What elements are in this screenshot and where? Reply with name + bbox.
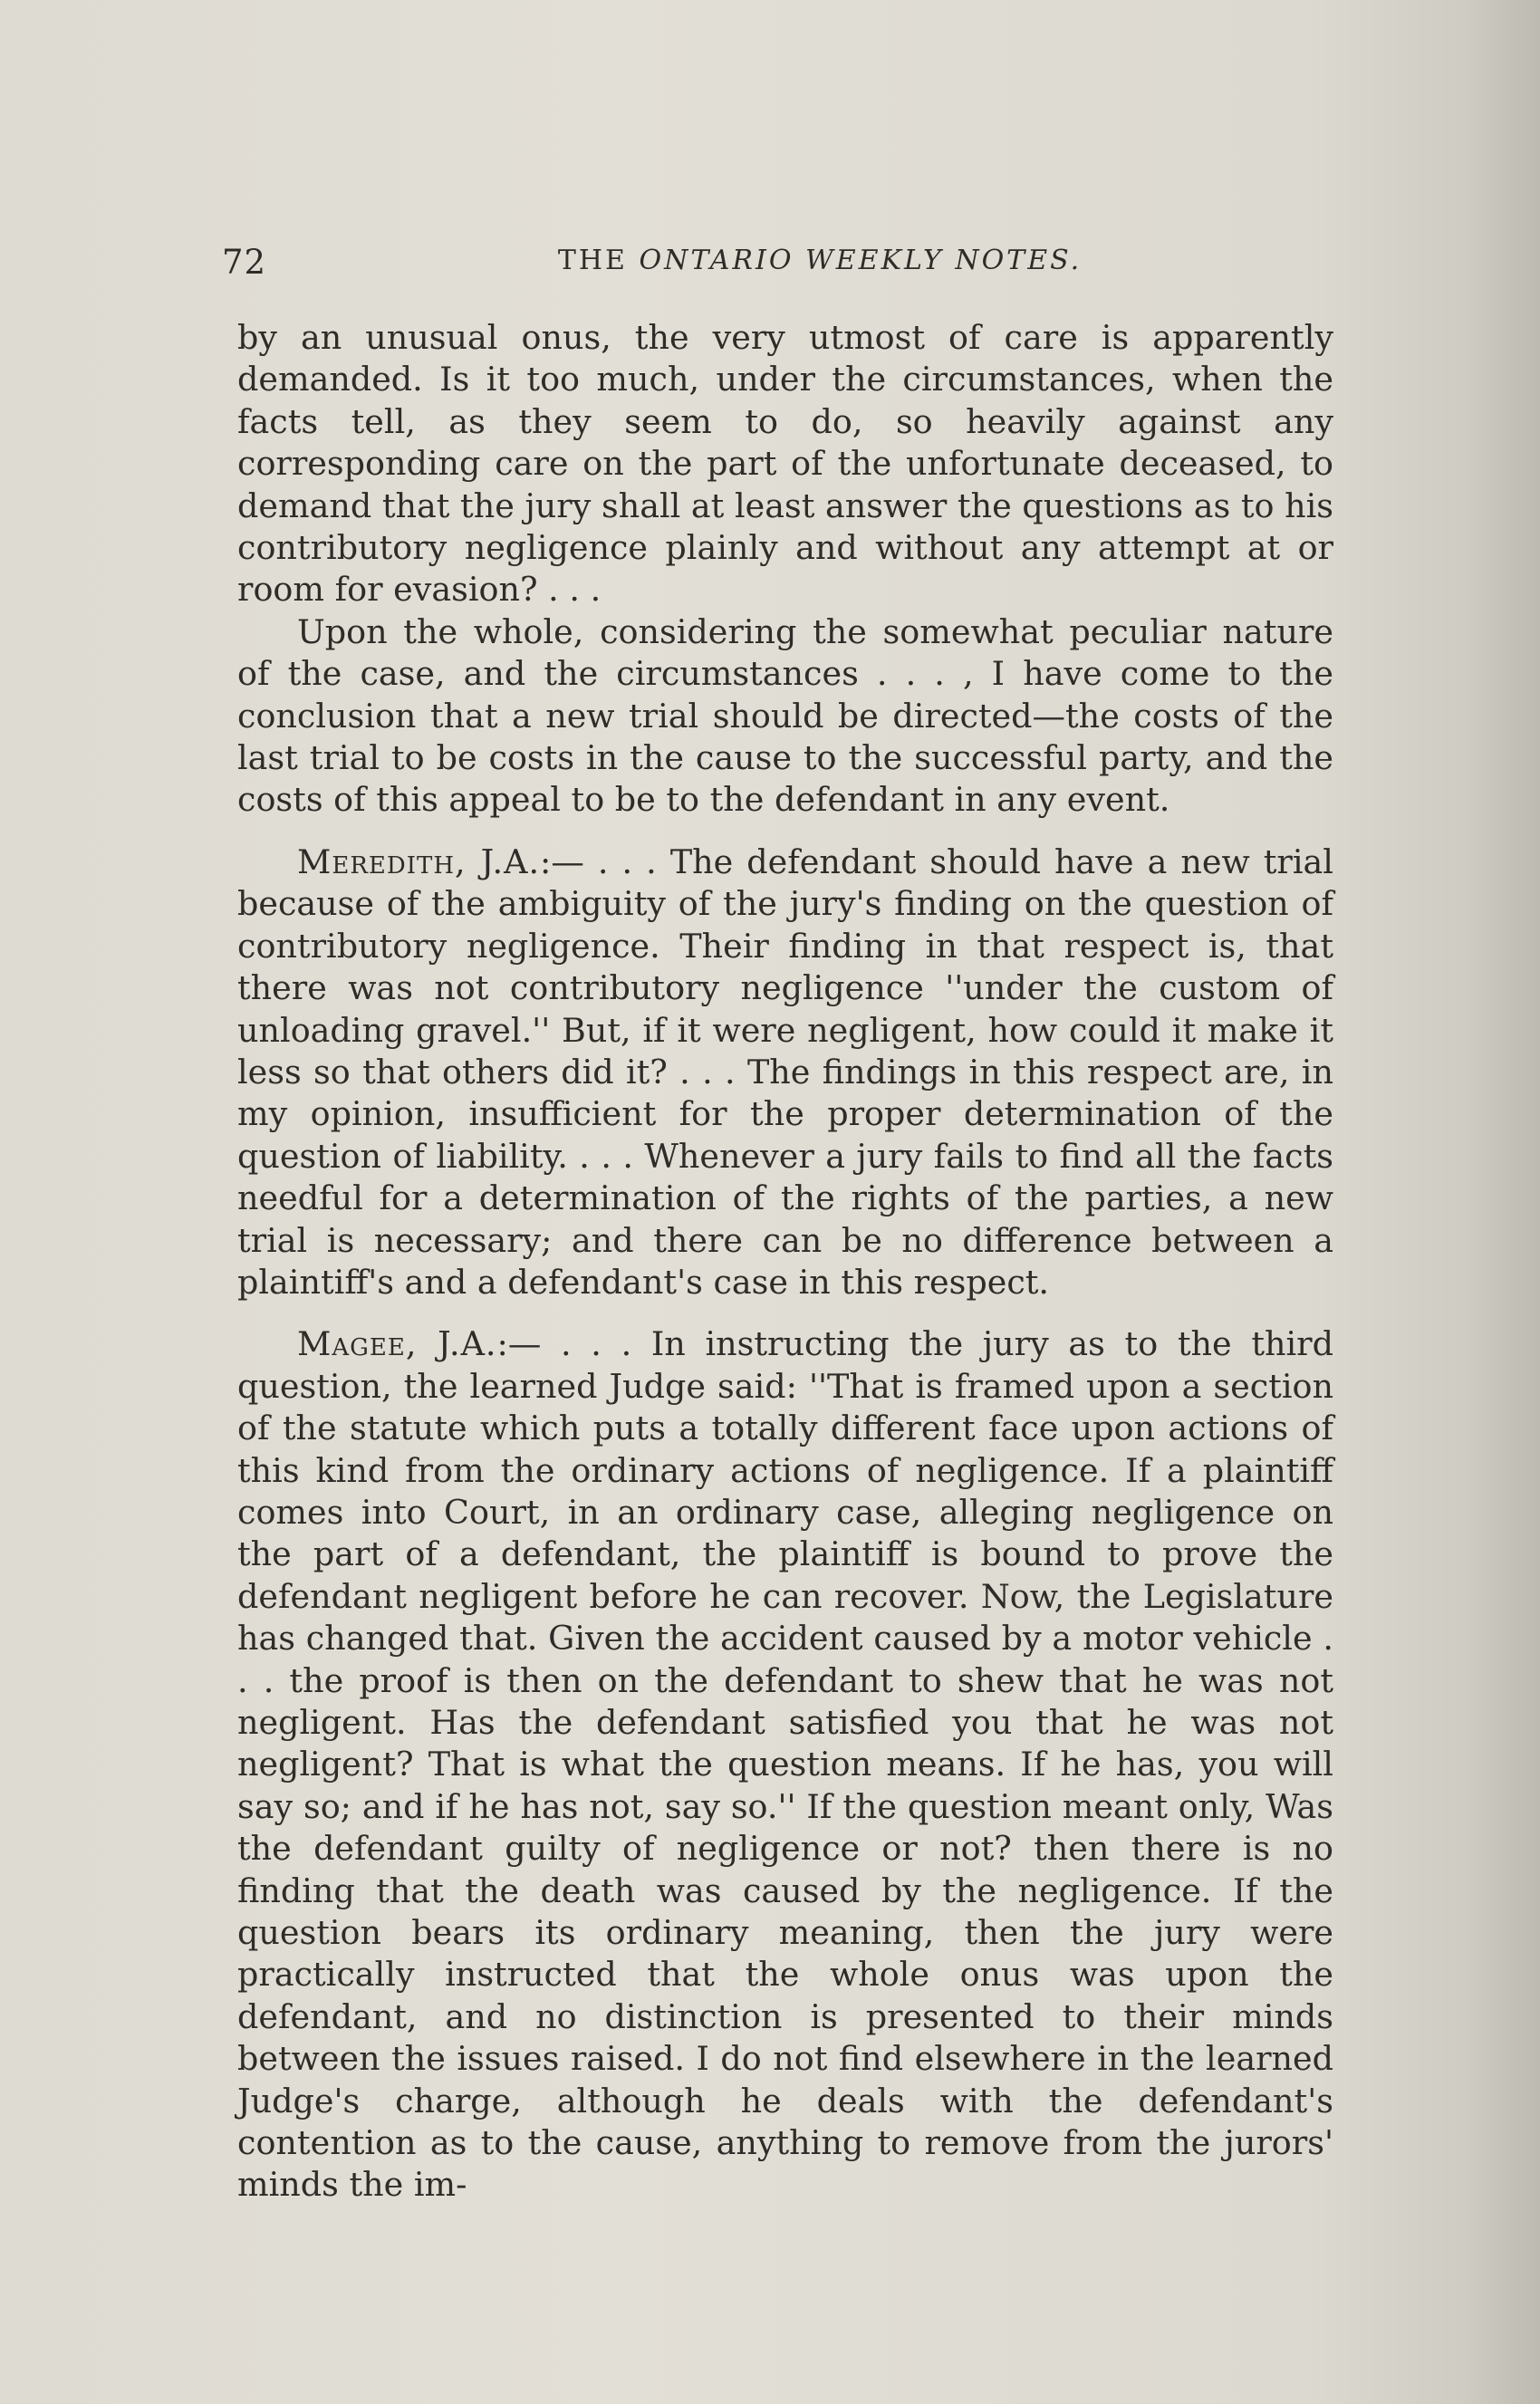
journal-title-prefix: THE [557, 245, 628, 276]
page-number: 72 [222, 243, 267, 282]
paragraph-continuation: by an unusual onus, the very utmost of care is apparently demanded. Is it too much, under the circumstances, when the facts tell, as they seem to do, so heavily against any corresponding care on the part of the unfortunate deceased, to demand that the jury shall at least answer the questions as to his contributory negligence plainly and without any attempt at or room for evasion? . . . [237, 318, 1333, 610]
journal-title-italic: ONTARIO WEEKLY NOTES. [639, 245, 1083, 276]
running-head [222, 237, 1336, 292]
paragraph-meredith [237, 841, 1333, 1303]
speaker-magee: Magee, J.A. [297, 1324, 497, 1364]
paragraph-meredith-text: :— . . . The defendant should have a new trial because of the ambiguity of the jury's finding on the question of contributory negligence. Their finding in that respect is, that there was not contributory negligence ''under the custom of unloading gravel.'' But, if it were negligent, how could it make it less so that others did it? . . . The findings in this respect are, in my opinion, insufficient for the proper determination of the question of liability. . . . Whenever a jury fails to find all the facts needful for a determination of the rights of the parties, a new trial is necessary; and there can be no difference between a plaintiff's and a defendant's case in this respect. [237, 841, 1333, 1302]
paragraph-magee-text: :— . . . In instructing the jury as to the third question, the learned Judge said: ''That is framed upon a section of the statute which puts a totally different face upon actions of this kind from the ordinary actions of negligence. If a plaintiff comes into Court, in an ordinary case, alleging negligence on the part of a defendant, the plaintiff is bound to prove the defendant negligent before he can recover. Now, the Legislature has changed that. Given the accident caused by a motor vehicle . . . the proof is then on the defendant to shew that he was not negligent. Has the defendant satisfied you that he was not negligent? That is what the question means. If he has, you will say so; and if he has not, say so.'' If the question meant only, Was the defendant guilty of negligence or not? then there is no finding that the death was caused by the negligence. If the question bears its ordinary meaning, then the jury were practically instructed that the whole onus was upon the defendant, and no distinction is presented to their minds between the issues raised. I do not find elsewhere in the learned Judge's charge, although he deals with the defendant's contention as to the cause, anything to remove from the jurors' minds the im- [237, 1324, 1333, 2205]
paragraph-magee [237, 1323, 1333, 2207]
speaker-meredith: Meredith, J.A. [297, 841, 541, 881]
journal-title [222, 245, 1336, 276]
paragraph-conclusion: Upon the whole, considering the somewhat peculiar nature of the case, and the circumstances . . . , I have come to the conclusion that a new trial should be directed—the costs of the last trial to be costs in the cause to the successful party, and the costs of this appeal to be to the defendant in any event. [237, 611, 1333, 820]
body-text [237, 317, 1333, 2207]
